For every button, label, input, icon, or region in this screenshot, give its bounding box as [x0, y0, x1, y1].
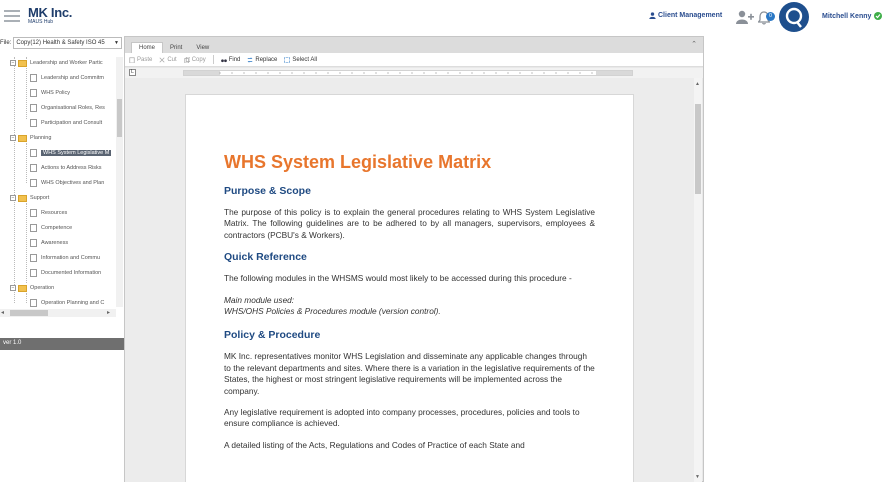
- document-icon: [30, 149, 37, 157]
- avatar-icon: [779, 2, 809, 32]
- find-button[interactable]: [221, 57, 241, 63]
- tree-folder-support[interactable]: [10, 192, 49, 204]
- document-icon: [30, 299, 37, 307]
- ruler-row: [125, 68, 703, 78]
- paragraph-purpose: The purpose of this policy is to explain the general procedures relating to WHS System Legislative Matrix. The following guidelines are to be adhered to by all managers, supervisors, employees & contractors (PCBU's & Workers).: [224, 207, 595, 240]
- tree-folder-planning[interactable]: [10, 132, 51, 144]
- tree-item-label: Leadership and Commitm: [41, 75, 104, 81]
- file-label: File:: [0, 40, 12, 46]
- user-name[interactable]: [822, 12, 882, 20]
- logo-title: MK Inc.: [28, 5, 73, 20]
- document-icon: [30, 239, 37, 247]
- tree-folder-operation[interactable]: [10, 282, 54, 294]
- collapse-icon[interactable]: −: [11, 60, 15, 66]
- tab-view[interactable]: View: [196, 45, 210, 51]
- tree-folder-leadership[interactable]: [10, 57, 103, 69]
- select-all-label: Select All: [292, 56, 318, 63]
- scroll-up-icon[interactable]: ▲: [695, 81, 700, 87]
- tree-item-documented-information[interactable]: [30, 267, 101, 279]
- document-vertical-scrollbar[interactable]: [694, 78, 702, 482]
- ribbon-tabs: [125, 37, 703, 53]
- document-icon: [30, 269, 37, 277]
- tree-item-whs-objectives[interactable]: [30, 177, 104, 189]
- notification-badge: 0: [766, 12, 775, 21]
- tree-item-awareness[interactable]: [30, 237, 68, 249]
- tree-item-information-communication[interactable]: [30, 252, 100, 264]
- folder-icon: [18, 195, 27, 202]
- copy-label: Copy: [191, 56, 206, 63]
- horizontal-ruler[interactable]: [183, 70, 633, 76]
- heading-quick-reference: Quick Reference: [224, 251, 307, 264]
- avatar[interactable]: [779, 2, 809, 32]
- paste-icon: [129, 57, 135, 63]
- tree-item-label: Participation and Consult: [41, 120, 103, 126]
- tree-item-operation-planning[interactable]: [30, 297, 104, 307]
- online-status-icon: [874, 12, 882, 20]
- tree-vertical-scrollbar[interactable]: [116, 57, 123, 307]
- scroll-left-icon[interactable]: ◂: [1, 310, 5, 316]
- tree-item-label: Operation Planning and C: [41, 300, 105, 306]
- notifications-button[interactable]: [758, 9, 774, 25]
- tree-item-competence[interactable]: [30, 222, 72, 234]
- document-workspace: [125, 78, 695, 482]
- copy-button[interactable]: [184, 57, 206, 63]
- document-icon: [30, 89, 37, 97]
- version-label: ver 1.0: [3, 340, 22, 346]
- tree-item-label: Information and Commu: [41, 255, 100, 261]
- tab-print[interactable]: Print: [170, 45, 183, 51]
- tree-item-label: Organisational Roles, Res: [41, 105, 105, 111]
- tree-item-resources[interactable]: [30, 207, 67, 219]
- select-all-icon: [284, 57, 290, 63]
- tree-item-label: WHS Policy: [41, 90, 71, 96]
- scrollbar-thumb[interactable]: [117, 99, 122, 137]
- scrollbar-thumb[interactable]: [10, 310, 48, 316]
- scrollbar-thumb[interactable]: [695, 104, 701, 194]
- document-icon: [30, 179, 37, 187]
- tree-item-leadership-commitment[interactable]: [30, 72, 104, 84]
- tree-item-label: Planning: [30, 135, 52, 141]
- scroll-down-icon[interactable]: ▼: [695, 474, 700, 480]
- app-header: [0, 0, 890, 34]
- document-icon: [30, 209, 37, 217]
- menu-icon[interactable]: [4, 10, 20, 22]
- collapse-icon[interactable]: −: [11, 195, 15, 201]
- tree-item-whs-policy[interactable]: [30, 87, 70, 99]
- document-icon: [30, 104, 37, 112]
- tree-item-label: Operation: [30, 285, 55, 291]
- logo-subtitle: MAUS Hub: [28, 19, 54, 25]
- file-select-value: Copy(12) Health & Safety ISO 45: [16, 40, 105, 46]
- document-icon: [30, 119, 37, 127]
- folder-icon: [18, 285, 27, 292]
- tree-item-label: Leadership and Worker Partic: [30, 60, 103, 66]
- document-icon: [30, 224, 37, 232]
- client-management-label: Client Management: [658, 12, 723, 19]
- heading-policy-procedure: Policy & Procedure: [224, 329, 321, 342]
- tree-item-organisational-roles[interactable]: [30, 102, 105, 114]
- document-editor: [124, 36, 704, 482]
- tree-item-label: Documented Information: [41, 270, 102, 276]
- tree-item-label: WHS System Legislative M: [43, 150, 110, 156]
- paragraph-policy-1: MK Inc. representatives monitor WHS Legislation and disseminate any applicable changes through to the relevant departments and sites. Where there is a variation in the legislative requirements of the States, the highest or most stringent legislative requirements will be implemented across the company.: [224, 351, 595, 396]
- paragraph-policy-3: A detailed listing of the Acts, Regulations and Codes of Practice of each State and: [224, 439, 525, 450]
- toolbar-divider: [213, 55, 214, 64]
- chevron-down-icon: ▼: [114, 40, 119, 46]
- document-icon: [30, 254, 37, 262]
- tree-item-actions-risks[interactable]: [30, 162, 102, 174]
- collapse-icon[interactable]: −: [11, 285, 15, 291]
- paste-button[interactable]: [129, 57, 152, 63]
- user-name-label: Mitchell Kenny: [822, 12, 872, 20]
- paragraph-policy-2: Any legislative requirement is adopted into company processes, procedures, policies and tools to ensure compliance is achieved.: [224, 407, 580, 429]
- heading-purpose-scope: Purpose & Scope: [224, 185, 311, 197]
- tab-stop-selector[interactable]: L: [129, 69, 136, 76]
- document-icon: [30, 164, 37, 172]
- folder-icon: [18, 135, 27, 142]
- tree-item-label: WHS Objectives and Plan: [41, 180, 105, 186]
- tab-home[interactable]: Home: [131, 42, 163, 53]
- tree-item-whs-legislative-matrix[interactable]: [30, 147, 111, 159]
- paste-label: Paste: [137, 56, 153, 63]
- file-selector-row: [0, 36, 122, 50]
- copy-icon: [184, 57, 190, 63]
- main-module-line-1: Main module used:: [224, 294, 295, 305]
- main-module-line-2: WHS/OHS Policies & Procedures module (version control).: [224, 306, 441, 317]
- tree-item-label: Awareness: [41, 240, 69, 246]
- paragraph-main-module: [224, 295, 595, 318]
- folder-icon: [18, 60, 27, 67]
- ruler-ticks: [184, 71, 634, 75]
- select-all-button[interactable]: [284, 57, 317, 63]
- tree-horizontal-scrollbar[interactable]: [0, 309, 116, 317]
- cut-label: Cut: [167, 56, 177, 63]
- scroll-right-icon[interactable]: ▸: [107, 310, 111, 316]
- paragraph-quick-reference: The following modules in the WHSMS would most likely to be accessed during this procedure -: [224, 273, 572, 284]
- collapse-icon[interactable]: −: [11, 135, 15, 141]
- binoculars-icon: [221, 57, 227, 63]
- version-bar: [0, 338, 124, 350]
- add-user-icon[interactable]: [736, 10, 754, 24]
- replace-icon: [247, 57, 253, 63]
- document-icon: [30, 74, 37, 82]
- document-page[interactable]: [185, 94, 634, 482]
- tree-item-label: Actions to Address Risks: [41, 165, 102, 171]
- collapse-ribbon-icon[interactable]: ⌃: [691, 41, 697, 48]
- document-tree: [0, 57, 116, 307]
- tree-item-participation[interactable]: [30, 117, 102, 129]
- document-title: WHS System Legislative Matrix: [224, 152, 492, 172]
- user-icon: [649, 12, 656, 19]
- replace-button[interactable]: [247, 57, 277, 63]
- find-label: Find: [228, 56, 241, 63]
- logo[interactable]: [28, 5, 72, 25]
- file-select[interactable]: [13, 37, 122, 49]
- tree-item-label: Resources: [41, 210, 68, 216]
- ribbon-toolbar: [125, 53, 703, 67]
- cut-button[interactable]: [159, 57, 176, 63]
- replace-label: Replace: [255, 56, 278, 63]
- cut-icon: [159, 57, 165, 63]
- tree-item-label: Competence: [41, 225, 73, 231]
- tree-item-label: Support: [30, 195, 50, 201]
- client-management-link[interactable]: [649, 12, 722, 19]
